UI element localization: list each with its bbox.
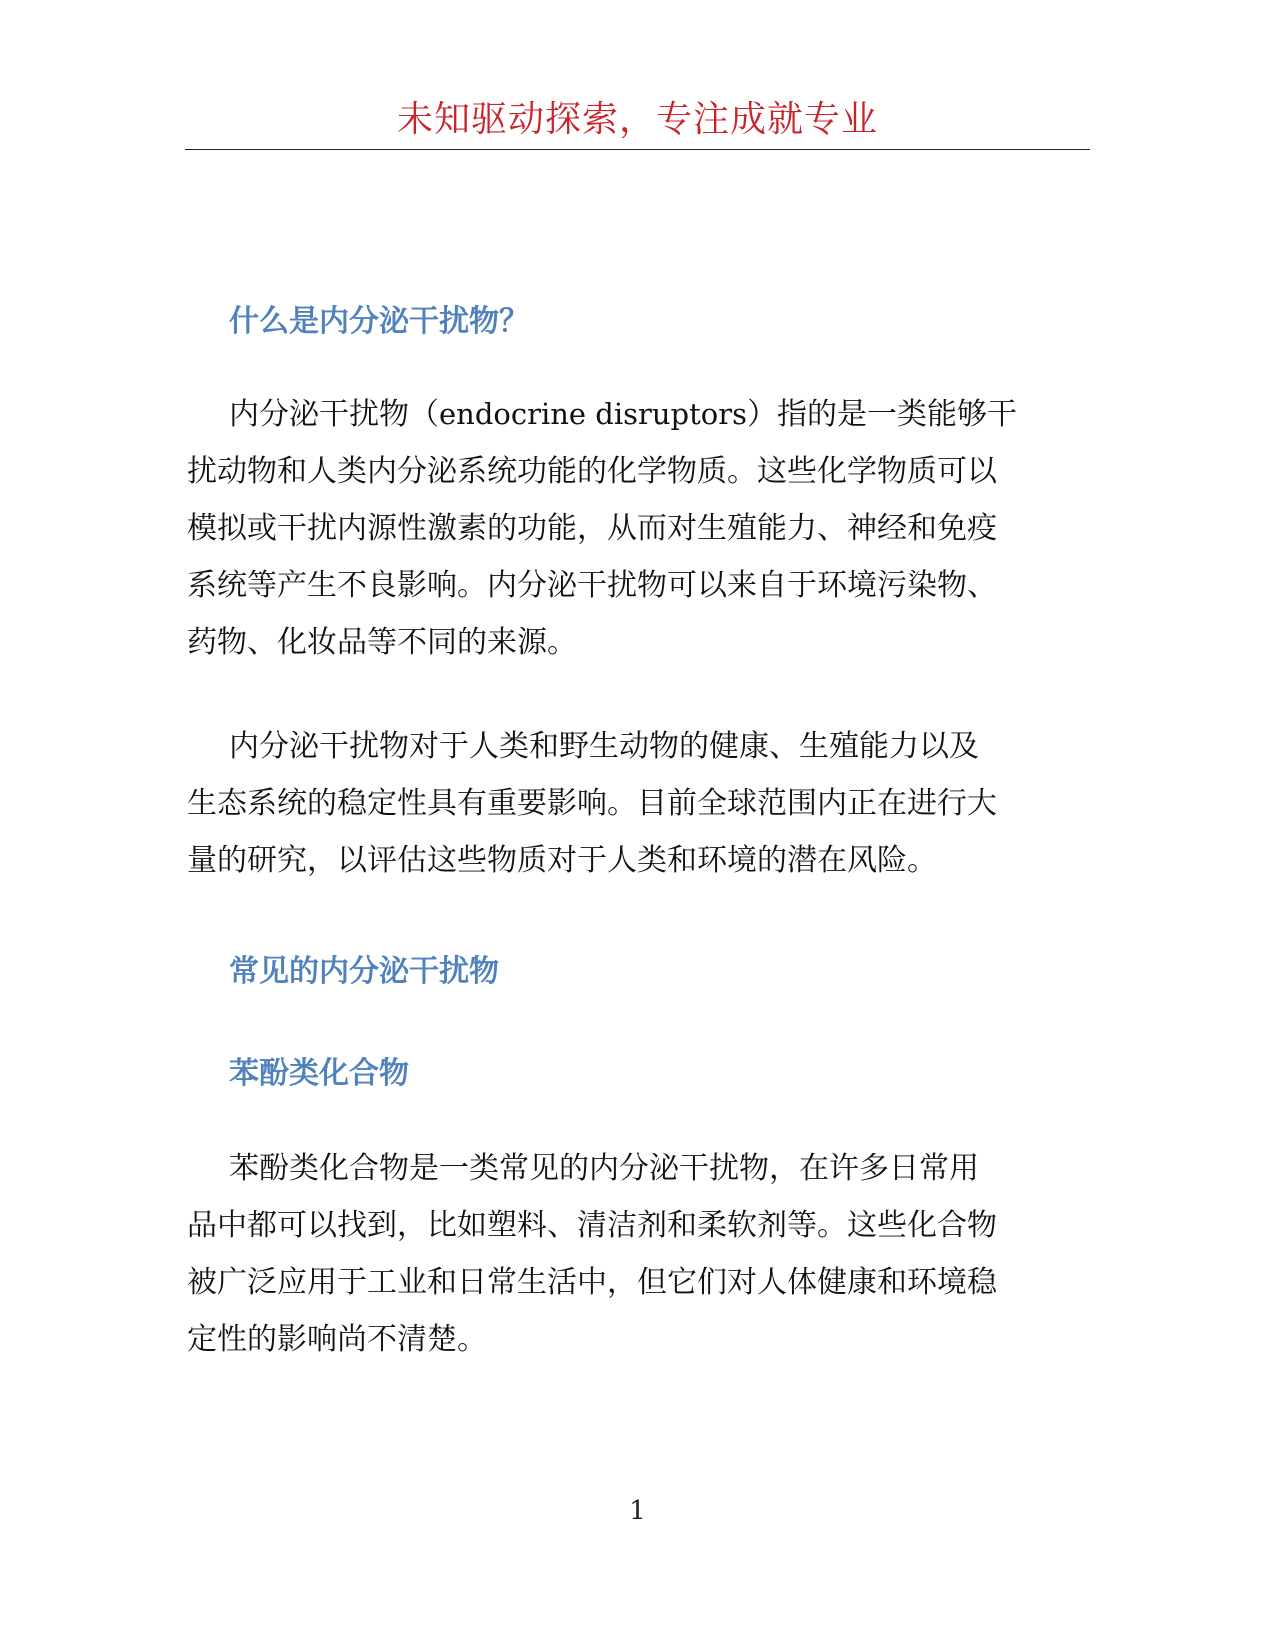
paragraph-line: 品中都可以找到，比如塑料、清洁剂和柔软剂等。这些化合物 bbox=[187, 1208, 997, 1243]
paragraph-line: 药物、化妆品等不同的来源。 bbox=[187, 625, 577, 660]
section-heading-phenols: 苯酚类化合物 bbox=[229, 1056, 409, 1091]
paragraph-phenols bbox=[187, 1140, 1087, 1368]
paragraph-line: 苯酚类化合物是一类常见的内分泌干扰物，在许多日常用 bbox=[229, 1151, 979, 1186]
paragraph-line: 定性的影响尚不清楚。 bbox=[187, 1322, 487, 1357]
paragraph-impact bbox=[187, 718, 1087, 889]
section-heading-what-is: 什么是内分泌干扰物？ bbox=[229, 304, 529, 339]
header-divider bbox=[185, 149, 1090, 150]
paragraph-line: 系统等产生不良影响。内分泌干扰物可以来自于环境污染物、 bbox=[187, 568, 997, 603]
paragraph-line: 被广泛应用于工业和日常生活中，但它们对人体健康和环境稳 bbox=[187, 1265, 997, 1300]
page-number: 1 bbox=[629, 1496, 646, 1526]
paragraph-line: 内分泌干扰物对于人类和野生动物的健康、生殖能力以及 bbox=[229, 729, 979, 764]
paragraph-line: 生态系统的稳定性具有重要影响。目前全球范围内正在进行大 bbox=[187, 786, 997, 821]
paragraph-line: 内分泌干扰物（endocrine disruptors）指的是一类能够干 bbox=[229, 397, 1017, 432]
paragraph-definition bbox=[187, 386, 1087, 671]
section-heading-common: 常见的内分泌干扰物 bbox=[229, 954, 499, 989]
paragraph-line: 扰动物和人类内分泌系统功能的化学物质。这些化学物质可以 bbox=[187, 454, 997, 489]
paragraph-line: 模拟或干扰内源性激素的功能，从而对生殖能力、神经和免疫 bbox=[187, 511, 997, 546]
paragraph-line: 量的研究，以评估这些物质对于人类和环境的潜在风险。 bbox=[187, 843, 937, 878]
header-title: 未知驱动探索，专注成就专业 bbox=[396, 99, 878, 140]
